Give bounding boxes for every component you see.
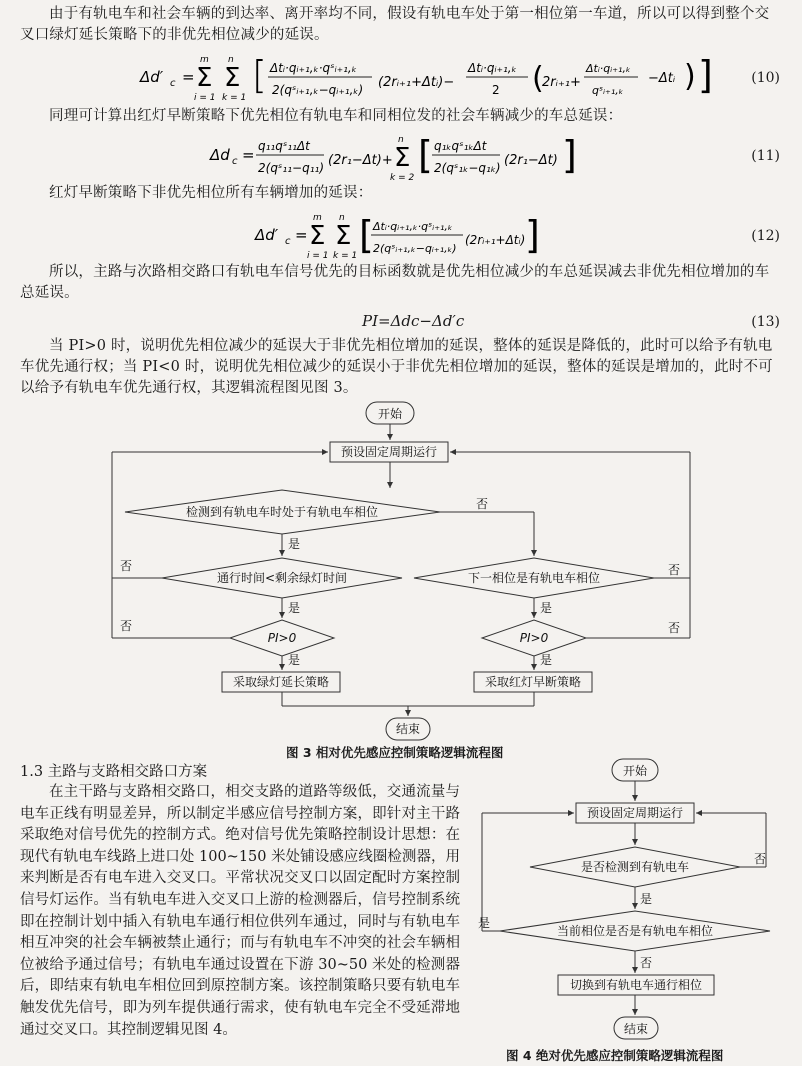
fig4-detect-label: 是否检测到有轨电车 [580,860,690,874]
fig3-start-label: 开始 [377,407,403,421]
svg-text:(2r₁−Δt)+: (2r₁−Δt)+ [328,153,393,168]
svg-text:Δd: Δd [210,146,230,164]
equation-12-render [255,208,540,266]
svg-text:Δtᵢ·qᵢ₊₁,ₖ·qˢᵢ₊₁,ₖ: Δtᵢ·qᵢ₊₁,ₖ·qˢᵢ₊₁,ₖ [270,61,357,75]
fig3-pass-time-label: 通行时间<剩余绿灯时间 [216,571,348,585]
svg-text:(: ( [532,61,544,96]
fig4-no-2: 否 [639,956,653,970]
svg-text:=: = [242,146,255,164]
equation-12-number: (12) [751,228,780,244]
svg-text:Δd′: Δd′ [255,226,279,244]
fig3-next-phase-label: 下一相位是有轨电车相位 [467,571,601,585]
fig3-preset-label: 预设固定周期运行 [340,445,438,459]
svg-text:[: [ [359,213,374,257]
svg-text:k = 1: k = 1 [222,93,247,103]
fig4-end-label: 结束 [623,1022,649,1036]
svg-text:2: 2 [492,83,500,97]
svg-text:=: = [295,226,308,244]
svg-text:n: n [339,213,345,223]
equation-10-tail [648,53,718,97]
fig3-end-label: 结束 [395,722,421,736]
svg-text:2(qˢᵢ₊₁,ₖ−qᵢ₊₁,ₖ): 2(qˢᵢ₊₁,ₖ−qᵢ₊₁,ₖ) [272,83,364,97]
fig3-no-4: 否 [667,563,681,577]
fig3-detect-label: 检测到有轨电车时处于有轨电车相位 [185,505,379,519]
svg-text:Σ: Σ [224,63,241,93]
fig3-green-extend-label: 采取绿灯延长策略 [232,675,330,689]
svg-text:q₁₁qˢ₁₁Δt: q₁₁qˢ₁₁Δt [258,139,310,153]
svg-text:(2rᵢ₊₁+Δtᵢ)−: (2rᵢ₊₁+Δtᵢ)− [378,75,455,90]
svg-text:k = 1: k = 1 [333,251,358,261]
equation-13-number: (13) [751,314,780,330]
svg-text:[: [ [252,53,267,97]
svg-text:Σ: Σ [335,221,352,251]
svg-text:(2rᵢ₊₁+Δtᵢ): (2rᵢ₊₁+Δtᵢ) [465,233,526,247]
svg-text:]: ] [562,133,577,177]
equation-13-body: PI=Δdc−Δd′c [362,312,465,330]
svg-text:): ) [684,59,696,94]
svg-text:c: c [232,156,238,167]
svg-text:(2r₁−Δt): (2r₁−Δt) [504,153,558,168]
svg-text:i = 1: i = 1 [307,251,329,261]
fig3-yes-2: 是 [287,601,301,615]
equation-11-render [200,130,580,186]
svg-text:Δtᵢ·qᵢ₊₁,ₖ: Δtᵢ·qᵢ₊₁,ₖ [468,61,517,75]
svg-text:Δd′: Δd′ [140,68,164,86]
svg-text:Σ: Σ [309,221,326,251]
svg-text:]: ] [525,213,540,257]
fig4-yes-2: 是 [477,916,491,930]
svg-text:m: m [200,55,209,65]
fig4-yes-1: 是 [639,892,653,906]
paragraph-6: 在主干路与支路相交路口，相交支路的道路等级低，交通流量与电车正线有明显差异，所以制定半感应信号控制方案，即针对主干路采取绝对信号优先的控制方式。绝对信号优先策略控制设计思想：在现代有轨电车线路上进口处 100~150 米处铺设感应线圈检测器，用来判断是否有电车进入交叉口。平常状况交叉口以固定配时方案控制信号灯运作。当有轨电车进入交叉口上游的检测器后，信号控制系统即在控制计划中插入有轨电车通行相位供列车通过，同时与有轨电车相互冲突的社会车辆被禁止通行；而与有轨电车不冲突的社会车辆相位被给予通过信号；有轨电车通过设置在下游 30~50 米处的检测器后，即结束有轨电车相位回到原控制方案。该控制策略只要有轨电车触发优先信号，即为列车提供通行需求，使有轨电车完全不受延滞地通过交叉口。其控制逻辑见图 4。 [20,784,460,1038]
svg-text:[: [ [418,133,433,177]
equation-10-render [130,50,650,106]
fig3-yes-5: 是 [539,653,553,667]
fig4-no-1: 否 [753,852,767,866]
svg-text:2rᵢ₊₁+: 2rᵢ₊₁+ [542,75,581,90]
svg-text:n: n [398,135,404,145]
svg-text:2(qˢ₁ₖ−q₁ₖ): 2(qˢ₁ₖ−q₁ₖ) [434,161,501,175]
svg-text:Σ: Σ [196,63,213,93]
paragraph-2: 同理可计算出红灯早断策略下优先相位有轨电车和同相位发的社会车辆减少的车总延误： [49,108,623,124]
svg-text:qˢᵢ₊₁,ₖ: qˢᵢ₊₁,ₖ [592,84,624,97]
svg-text:Σ: Σ [394,143,411,173]
svg-text:c: c [285,236,291,247]
equation-11-number: (11) [751,148,780,164]
paragraph-5: 当 PI>0 时，说明优先相位减少的延误大于非优先相位增加的延误，整体的延误是降低的，此时可以给予有轨电车优先通行权；当 PI<0 时，说明优先相位减少的延误小于非优先相位增加的延误，整体的延误是增加的，此时不可以给予有轨电车优先通行权，其逻辑流程图见图 3。 [20,338,773,396]
fig4-start-label: 开始 [622,764,648,778]
paragraph-4: 所以，主路与次路相交路口有轨电车信号优先的目标函数就是优先相位减少的车总延误减去非优先相位增加的车总延误。 [20,264,770,301]
figure-3-flowchart [0,398,802,758]
fig3-no-2: 否 [119,559,133,573]
fig4-caption: 图 4 绝对优先感应控制策略逻辑流程图 [506,1048,724,1063]
svg-text:c: c [170,78,176,89]
fig3-caption: 图 3 相对优先感应控制策略逻辑流程图 [286,745,504,760]
svg-text:Δtᵢ·qᵢ₊₁,ₖ: Δtᵢ·qᵢ₊₁,ₖ [586,62,631,75]
svg-text:2(qˢ₁₁−q₁₁): 2(qˢ₁₁−q₁₁) [258,161,325,175]
fig3-no-1: 否 [475,497,489,511]
section-title: 1.3 主路与支路相交路口方案 [20,764,208,780]
fig3-red-cut-label: 采取红灯早断策略 [484,675,582,689]
fig4-preset-label: 预设固定周期运行 [586,806,684,820]
svg-text:q₁ₖqˢ₁ₖΔt: q₁ₖqˢ₁ₖΔt [434,139,487,153]
svg-text:k = 2: k = 2 [390,173,415,183]
fig3-no-5: 否 [667,621,681,635]
fig4-current-label: 当前相位是否是有轨电车相位 [556,924,714,938]
fig3-yes-3: 是 [287,653,301,667]
equation-10-number: (10) [751,70,780,86]
fig3-no-3: 否 [119,619,133,633]
svg-text:Δtᵢ·qᵢ₊₁,ₖ·qˢᵢ₊₁,ₖ: Δtᵢ·qᵢ₊₁,ₖ·qˢᵢ₊₁,ₖ [373,220,453,233]
paragraph-3: 红灯早断策略下非优先相位所有车辆增加的延误： [49,185,373,201]
svg-text:=: = [182,68,195,86]
fig3-pi-left-label: PI>0 [267,631,297,645]
svg-text:i = 1: i = 1 [194,93,216,103]
fig3-pi-right-label: PI>0 [519,631,549,645]
svg-text:n: n [228,55,234,65]
svg-text:−Δtᵢ: −Δtᵢ [648,71,676,86]
fig3-yes-1: 是 [287,537,301,551]
paragraph-1: 由于有轨电车和社会车辆的到达率、离开率均不同，假设有轨电车处于第一相位第一车道，所以可以得到整个交叉口绿灯延长策略下的非优先相位减少的延误。 [20,6,770,43]
figure-4-flowchart [470,755,790,1045]
fig4-switch-label: 切换到有轨电车通行相位 [569,978,703,992]
svg-text:m: m [313,213,322,223]
svg-text:]: ] [698,53,713,97]
fig3-yes-4: 是 [539,601,553,615]
svg-text:2(qˢᵢ₊₁,ₖ−qᵢ₊₁,ₖ): 2(qˢᵢ₊₁,ₖ−qᵢ₊₁,ₖ) [373,242,457,255]
